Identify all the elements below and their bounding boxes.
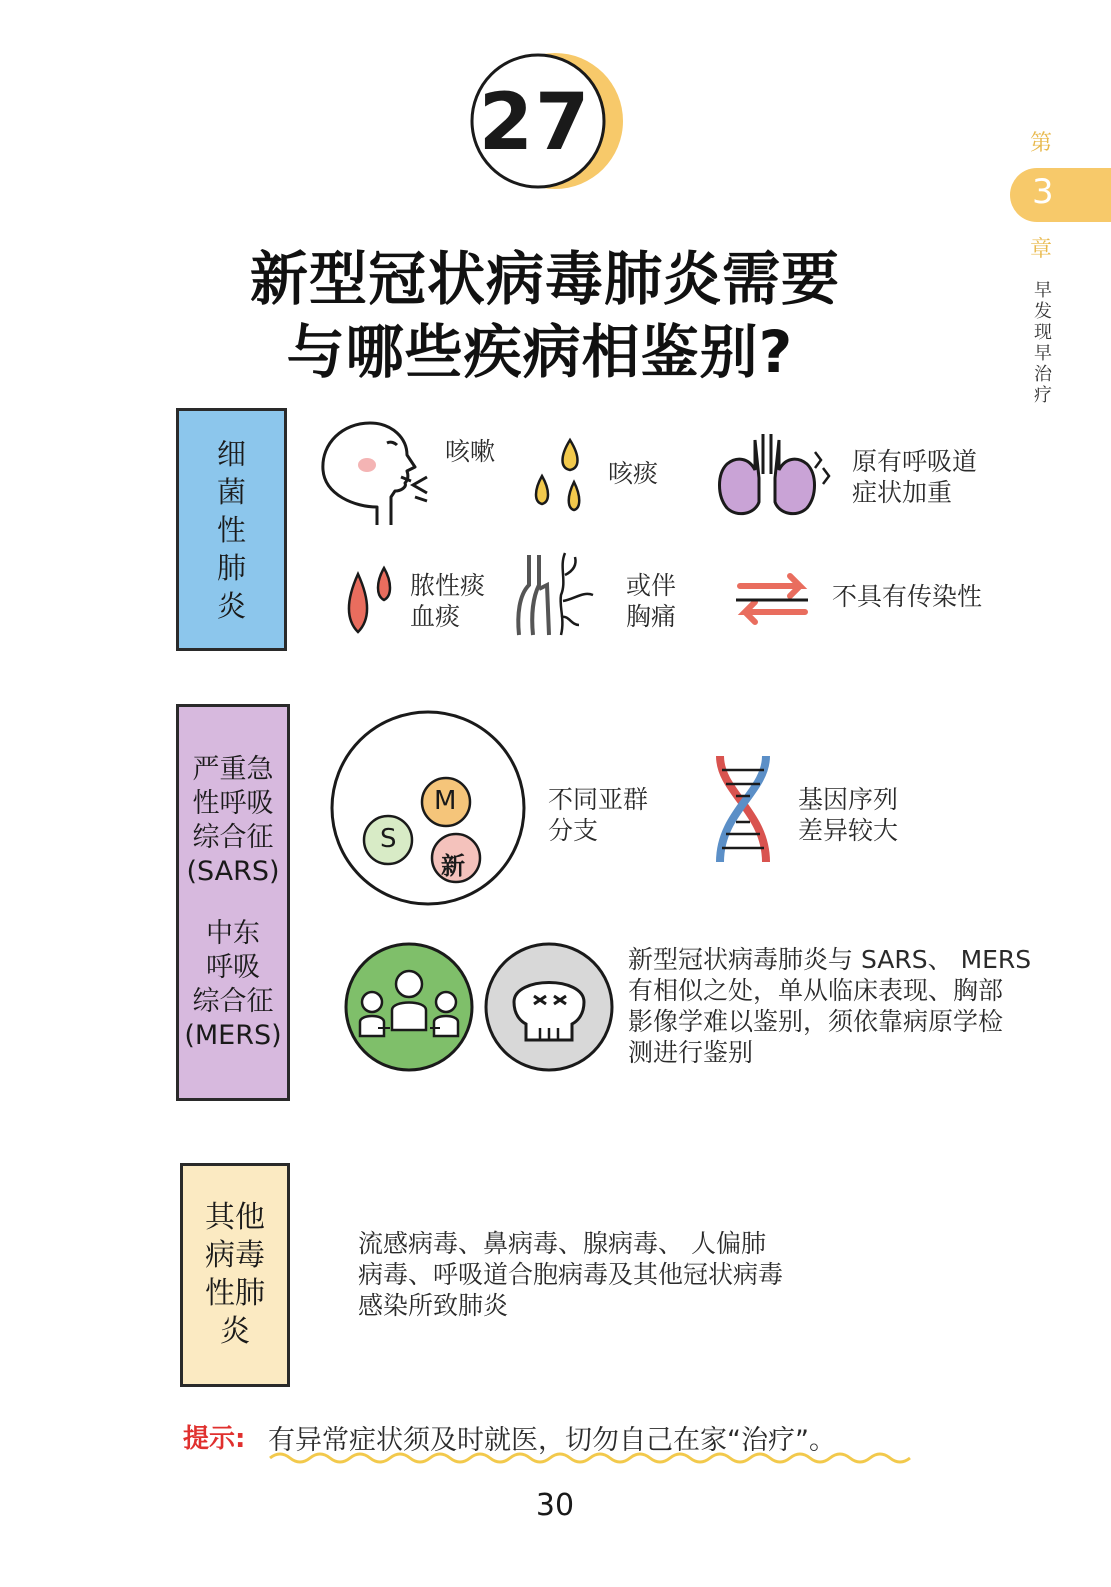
question-number: 27 bbox=[478, 78, 592, 168]
people-transmission-icon bbox=[342, 940, 476, 1074]
label-not-contagious: 不具有传染性 bbox=[832, 582, 983, 611]
label-purulent-bloody-sputum: 脓性痰 血痰 bbox=[410, 571, 486, 631]
label-chest-pain: 或伴 胸痛 bbox=[626, 571, 677, 631]
category-bacterial-label: 细菌性肺炎 bbox=[216, 436, 246, 623]
chapter-number: 3 bbox=[1032, 172, 1054, 212]
page-number: 30 bbox=[535, 1488, 575, 1523]
sars-mers-note: 新型冠状病毒肺炎与 SARS、 MERS 有相似之处，单从临床表现、胸部 影像学难以鉴别，须依靠病原学检 测进行鉴别 bbox=[628, 945, 1032, 1067]
category-other-viral-label: 其他 病毒 性肺 炎 bbox=[205, 1200, 265, 1349]
category-sars-mers bbox=[176, 704, 290, 1101]
page-title-line1: 新型冠状病毒肺炎需要 bbox=[249, 245, 840, 313]
bubble-m: M bbox=[434, 786, 457, 816]
blood-drops-icon bbox=[340, 566, 400, 641]
label-phlegm: 咳痰 bbox=[608, 459, 659, 488]
label-worsening-symptoms: 原有呼吸道 症状加重 bbox=[852, 447, 978, 507]
label-cough: 咳嗽 bbox=[445, 437, 496, 466]
label-gene-sequence: 基因序列 差异较大 bbox=[798, 785, 899, 845]
bubble-new: 新 bbox=[441, 852, 465, 880]
airway-icon bbox=[515, 545, 610, 640]
category-mers-label: 中东 呼吸 综合征 (MERS) bbox=[184, 917, 282, 1051]
wavy-underline bbox=[270, 1450, 910, 1466]
chapter-di: 第 bbox=[1030, 131, 1053, 156]
label-subgroups: 不同亚群 分支 bbox=[548, 785, 649, 845]
tip-label: 提示: bbox=[183, 1424, 246, 1454]
face-coughing-icon bbox=[315, 415, 440, 530]
page-title-line2: 与哪些疾病相鉴别? bbox=[286, 318, 794, 386]
bubble-s: S bbox=[380, 824, 397, 854]
chapter-name: 早发现早治疗 bbox=[1034, 280, 1052, 406]
lungs-icon bbox=[715, 430, 835, 520]
skull-icon bbox=[482, 940, 616, 1074]
virus-subgroups-icon bbox=[328, 708, 528, 908]
chapter-tab[interactable] bbox=[1010, 168, 1111, 222]
other-viral-note: 流感病毒、鼻病毒、腺病毒、 人偏肺 病毒、呼吸道合胞病毒及其他冠状病毒 感染所致肺炎 bbox=[358, 1229, 784, 1320]
phlegm-drops-icon bbox=[530, 438, 590, 516]
chapter-zhang: 章 bbox=[1030, 237, 1053, 262]
category-bacterial-pneumonia bbox=[176, 408, 287, 651]
no-transmission-icon bbox=[730, 572, 815, 627]
dna-icon bbox=[708, 752, 778, 867]
tip-text: 有异常症状须及时就医，切勿自己在家“治疗”。 bbox=[268, 1425, 836, 1456]
category-sars-label: 严重急 性呼吸 综合征 (SARS) bbox=[186, 753, 280, 887]
category-other-viral bbox=[180, 1163, 290, 1387]
